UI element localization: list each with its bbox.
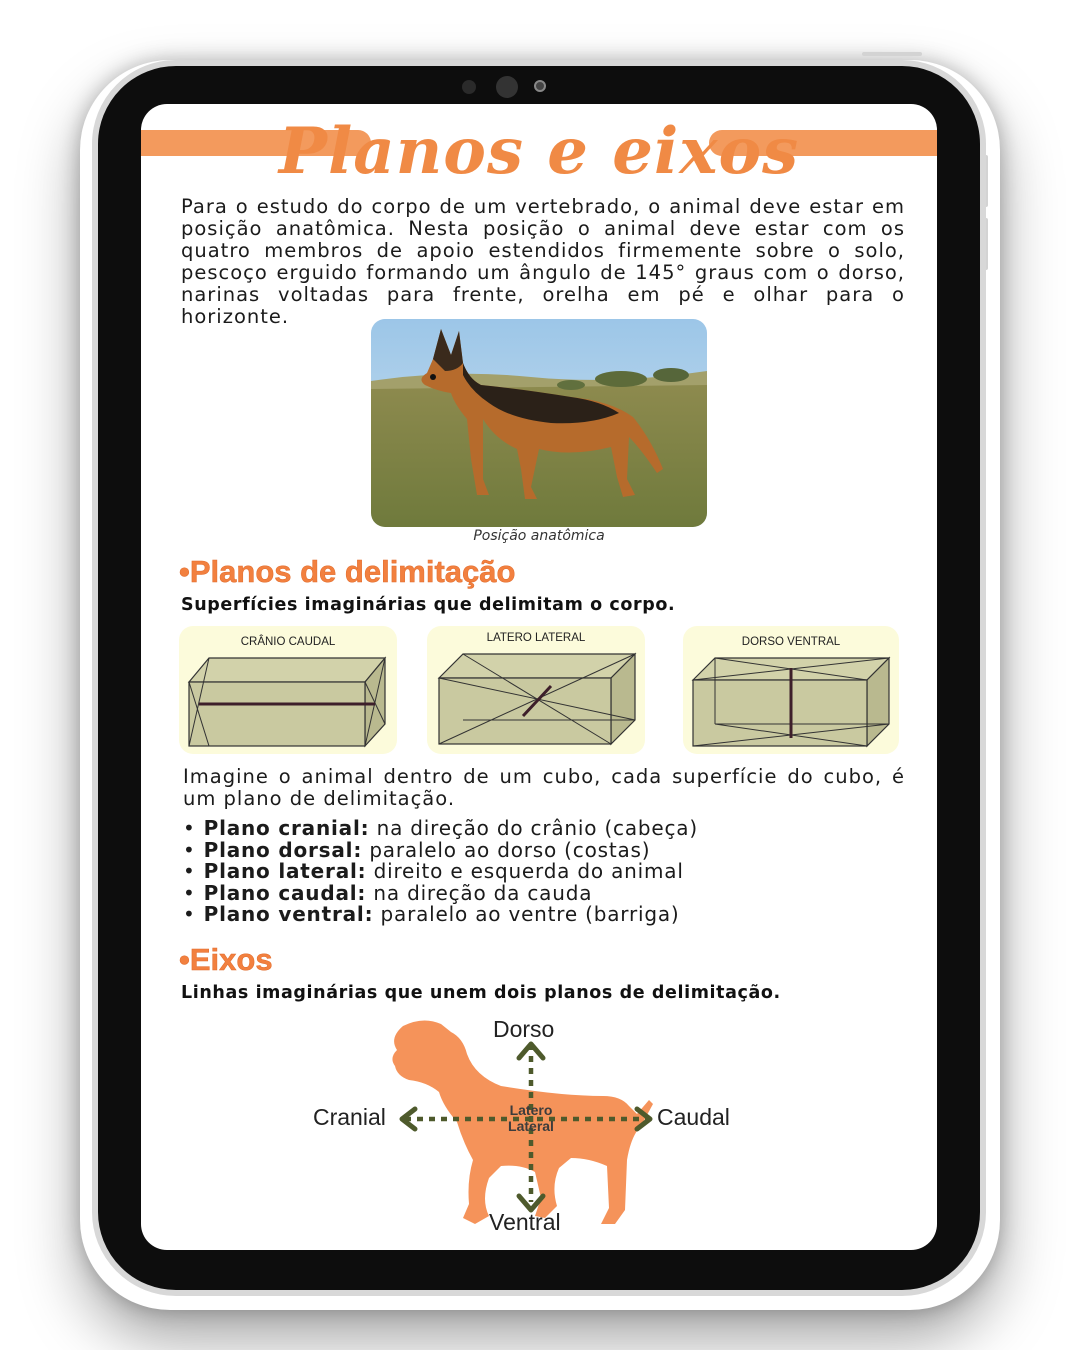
photo-caption: Posição anatômica — [473, 528, 605, 544]
axis-label-dorso: Dorso — [493, 1016, 555, 1042]
eixos-subtitle: Linhas imaginárias que unem dois planos de delimitação. — [181, 983, 781, 1003]
camera-lens — [496, 76, 518, 98]
dog-photo — [371, 319, 707, 527]
tablet-side-button-top — [862, 52, 922, 56]
cube-cranio-caudal — [179, 626, 397, 754]
planos-subtitle: Superfícies imaginárias que delimitam o corpo. — [181, 595, 676, 615]
cube-label-latero-lateral: LATERO LATERAL — [486, 632, 586, 644]
planos-description: Imagine o animal dentro de um cubo, cada superfície do cubo, é um plano de delimitação. — [183, 765, 905, 810]
cube-label-dorso-ventral: DORSO VENTRAL — [741, 636, 841, 648]
cube-label-cranio-caudal: CRÂNIO CAUDAL — [240, 636, 336, 648]
camera-dot-right — [534, 80, 546, 92]
eixos-heading: •Eixos — [179, 942, 273, 977]
intro-paragraph: Para o estudo do corpo de um vertebrado, o animal deve estar em posição anatômica. Nesta posição o animal deve estar com os quatro membros de apoio estendidos firmemente sobre o solo, pescoço erguido formando um ângulo de 145° graus com o dorso, narinas voltadas para frente, orelha em pé e olhar para o horizonte. — [181, 195, 905, 328]
planos-list — [183, 818, 698, 926]
axis-label-latero-lateral: Latero Lateral — [508, 1102, 554, 1134]
list-item: • Plano ventral: paralelo ao ventre (barriga) — [183, 904, 698, 926]
list-item: • Plano caudal: na direção da cauda — [183, 883, 698, 905]
tablet-screen — [141, 104, 937, 1250]
page-title: Planos e eixos — [278, 114, 800, 189]
camera-dot-left — [462, 80, 476, 94]
axis-label-ventral: Ventral — [489, 1209, 561, 1235]
axis-label-caudal: Caudal — [657, 1104, 730, 1130]
list-item: • Plano lateral: direito e esquerda do animal — [183, 861, 698, 883]
cube-dorso-ventral — [683, 626, 899, 754]
cube-drawing-dorso-ventral — [683, 626, 899, 754]
list-item: • Plano cranial: na direção do crânio (cabeça) — [183, 818, 698, 840]
planos-heading: •Planos de delimitação — [179, 554, 516, 589]
axis-label-cranial: Cranial — [313, 1104, 386, 1130]
cube-drawing-latero-lateral — [427, 626, 645, 754]
cube-latero-lateral — [427, 626, 645, 754]
list-item: • Plano dorsal: paralelo ao dorso (costas) — [183, 840, 698, 862]
cube-drawing-cranio-caudal — [179, 626, 397, 754]
